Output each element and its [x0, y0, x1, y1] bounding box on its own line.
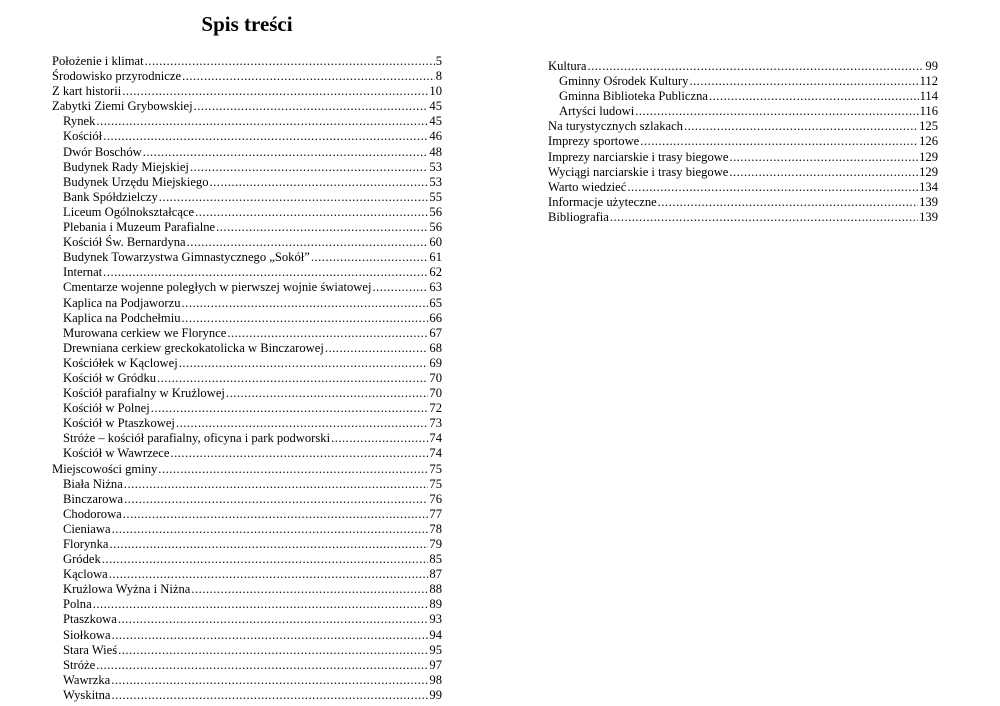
toc-entry	[52, 446, 442, 461]
toc-entry-title: Informacje użyteczne	[548, 194, 657, 209]
toc-dot-leader	[372, 280, 428, 295]
toc-entry-title: Kościół w Ptaszkowej	[63, 416, 175, 431]
toc-entry-page: 97	[429, 657, 442, 672]
toc-dot-leader	[226, 386, 428, 401]
toc-entry-title: Z kart historii	[52, 84, 122, 99]
toc-dot-leader	[191, 582, 428, 597]
toc-entry-title: Kościół w Gródku	[63, 370, 157, 385]
toc-entry-page: 125	[919, 119, 938, 134]
toc-dot-leader	[587, 59, 924, 74]
toc-entry-title: Kościół	[63, 129, 103, 144]
toc-entry	[548, 59, 938, 74]
toc-entry	[52, 477, 442, 492]
toc-dot-leader	[123, 507, 429, 522]
toc-dot-leader	[157, 371, 428, 386]
toc-entry	[52, 507, 442, 522]
toc-entry	[52, 522, 442, 537]
toc-dot-leader	[143, 145, 429, 160]
toc-entry-title: Budynek Rady Miejskiej	[63, 159, 189, 174]
toc-entry-title: Florynka	[63, 537, 109, 551]
toc-list-left	[52, 54, 442, 703]
toc-entry-page: 139	[919, 194, 938, 209]
toc-entry-page: 116	[919, 104, 938, 119]
toc-dot-leader	[729, 165, 918, 180]
toc-entry-page: 139	[919, 209, 938, 224]
toc-entry	[548, 165, 938, 180]
toc-dot-leader	[311, 250, 429, 265]
toc-entry-title: Stróże	[63, 657, 96, 672]
toc-entry	[52, 69, 442, 84]
toc-entry	[52, 341, 442, 356]
toc-dot-leader	[210, 175, 429, 190]
toc-entry-page: 53	[429, 159, 442, 174]
toc-entry-page: 77	[429, 506, 442, 521]
right-page	[500, 0, 1000, 706]
toc-dot-leader	[689, 74, 918, 89]
toc-entry	[52, 431, 442, 446]
toc-dot-leader	[729, 150, 918, 165]
toc-entry-page: 68	[429, 340, 442, 355]
toc-entry-page: 65	[429, 295, 442, 310]
toc-dot-leader	[216, 220, 428, 235]
toc-entry-title: Artyści ludowi	[559, 104, 635, 119]
toc-entry	[52, 235, 442, 250]
toc-entry-page: 112	[919, 74, 938, 89]
toc-entry	[52, 673, 442, 688]
toc-entry-title: Liceum Ogólnokształcące	[63, 204, 195, 219]
toc-entry-page: 93	[429, 612, 442, 627]
toc-entry-title: Wawrzka	[63, 672, 111, 687]
toc-entry-title: Kościółek w Kąclowej	[63, 355, 178, 370]
toc-dot-leader	[227, 326, 428, 341]
toc-entry-page: 45	[429, 99, 442, 114]
toc-entry-page: 76	[429, 491, 442, 506]
toc-entry-title: Drewniana cerkiew greckokatolicka w Binczarowej	[63, 340, 324, 355]
toc-dot-leader	[627, 180, 918, 195]
toc-entry	[52, 84, 442, 99]
toc-entry-title: Środowisko przyrodnicze	[52, 69, 182, 84]
toc-entry	[548, 104, 938, 119]
toc-entry-title: Binczarowa	[63, 491, 124, 506]
toc-entry-page: 10	[429, 84, 442, 99]
toc-entry	[52, 326, 442, 341]
toc-entry-title: Ptaszkowa	[63, 612, 117, 627]
toc-entry	[548, 119, 938, 134]
toc-entry-title: Kaplica na Podchełmiu	[63, 310, 181, 325]
toc-dot-leader	[145, 54, 435, 69]
toc-entry-title: Kościół parafialny w Krużlowej	[63, 386, 225, 401]
toc-entry-page: 79	[429, 537, 442, 551]
toc-entry-page: 94	[429, 627, 442, 642]
toc-dot-leader	[111, 673, 428, 688]
toc-entry-page: 61	[429, 250, 442, 265]
toc-entry	[52, 250, 442, 265]
toc-dot-leader	[118, 643, 428, 658]
toc-entry-title: Kąclowa	[63, 567, 108, 582]
toc-entry-page: 45	[429, 114, 442, 129]
toc-dot-leader	[325, 341, 429, 356]
toc-entry-title: Siołkowa	[63, 627, 111, 642]
toc-entry	[52, 643, 442, 658]
toc-entry	[52, 386, 442, 401]
toc-entry	[52, 311, 442, 326]
toc-entry	[52, 205, 442, 220]
toc-entry-page: 134	[919, 179, 938, 194]
toc-entry-title: Murowana cerkiew we Florynce	[63, 325, 227, 340]
toc-entry-page: 69	[429, 355, 442, 370]
toc-entry-title: Krużlowa Wyżna i Niżna	[63, 582, 191, 597]
toc-dot-leader	[195, 205, 428, 220]
toc-entry	[52, 160, 442, 175]
toc-entry	[52, 265, 442, 280]
toc-dot-leader	[194, 99, 429, 114]
toc-dot-leader	[190, 160, 428, 175]
toc-entry-page: 75	[429, 476, 442, 491]
toc-entry-page: 67	[429, 325, 442, 340]
toc-entry-title: Kościół w Polnej	[63, 401, 150, 416]
toc-entry-page: 56	[429, 220, 442, 235]
toc-dot-leader	[124, 477, 429, 492]
toc-entry-title: Kultura	[548, 59, 587, 73]
toc-entry	[52, 114, 442, 129]
toc-entry	[52, 492, 442, 507]
toc-entry-title: Kościół w Wawrzece	[63, 446, 170, 461]
toc-dot-leader	[182, 311, 429, 326]
toc-entry	[52, 356, 442, 371]
toc-entry-page: 48	[429, 144, 442, 159]
toc-entry-title: Biała Niżna	[63, 476, 123, 491]
toc-entry	[548, 150, 938, 165]
toc-entry-page: 75	[429, 461, 442, 476]
toc-dot-leader	[96, 658, 428, 673]
toc-entry-title: Gminny Ośrodek Kultury	[559, 74, 689, 89]
toc-entry-page: 46	[429, 129, 442, 144]
toc-entry-title: Rynek	[63, 114, 96, 129]
toc-entry	[548, 74, 938, 89]
toc-dot-leader	[124, 492, 428, 507]
toc-entry-page: 95	[429, 642, 442, 657]
toc-entry	[52, 582, 442, 597]
toc-dot-leader	[182, 296, 429, 311]
toc-dot-leader	[112, 628, 429, 643]
toc-entry-page: 99	[925, 59, 938, 73]
toc-entry	[548, 89, 938, 104]
toc-dot-leader	[610, 210, 918, 225]
toc-entry	[52, 99, 442, 114]
toc-entry-title: Bank Spółdzielczy	[63, 189, 158, 204]
toc-entry-page: 74	[429, 446, 442, 461]
toc-entry-title: Gminna Biblioteka Publiczna	[559, 89, 708, 104]
toc-dot-leader	[103, 129, 428, 144]
toc-entry	[52, 190, 442, 205]
toc-entry-page: 63	[429, 280, 442, 295]
toc-entry-title: Zabytki Ziemi Grybowskiej	[52, 99, 193, 114]
toc-entry	[548, 180, 938, 195]
toc-entry	[52, 597, 442, 612]
toc-entry	[52, 371, 442, 386]
toc-entry-title: Wyskitna	[63, 687, 111, 702]
toc-entry	[52, 175, 442, 190]
toc-entry-title: Wyciągi narciarskie i trasy biegowe	[548, 164, 729, 179]
toc-entry-title: Stara Wieś	[63, 642, 118, 657]
toc-dot-leader	[151, 401, 429, 416]
toc-entry-title: Imprezy narciarskie i trasy biegowe	[548, 149, 729, 164]
toc-dot-leader	[179, 356, 429, 371]
toc-dot-leader	[635, 104, 918, 119]
toc-dot-leader	[709, 89, 919, 104]
toc-dot-leader	[684, 119, 918, 134]
toc-entry	[52, 416, 442, 431]
toc-entry-page: 53	[429, 174, 442, 189]
toc-entry-title: Stróże – kościół parafialny, oficyna i park podworski	[63, 431, 331, 446]
toc-entry-title: Na turystycznych szlakach	[548, 119, 683, 134]
toc-entry	[52, 688, 442, 703]
toc-dot-leader	[331, 431, 428, 446]
toc-dot-leader	[93, 597, 429, 612]
toc-entry-page: 98	[429, 672, 442, 687]
toc-entry-title: Kościół Św. Bernardyna	[63, 235, 186, 250]
toc-entry-page: 55	[429, 189, 442, 204]
toc-entry-title: Położenie i klimat	[52, 54, 144, 68]
toc-entry-title: Warto wiedzieć	[548, 179, 627, 194]
toc-entry-title: Cieniawa	[63, 521, 111, 536]
toc-entry	[52, 220, 442, 235]
toc-entry	[52, 612, 442, 627]
toc-entry	[52, 145, 442, 160]
toc-dot-leader	[658, 195, 918, 210]
toc-entry	[52, 280, 442, 295]
toc-entry	[548, 195, 938, 210]
toc-list-right	[548, 59, 938, 225]
toc-entry	[52, 537, 442, 552]
toc-entry-title: Chodorowa	[63, 506, 122, 521]
toc-entry-title: Plebania i Muzeum Parafialne	[63, 220, 216, 235]
toc-entry-page: 70	[429, 386, 442, 401]
toc-entry-page: 72	[429, 401, 442, 416]
toc-entry	[52, 462, 442, 477]
toc-entry-page: 85	[429, 552, 442, 567]
toc-entry	[52, 567, 442, 582]
toc-entry	[52, 628, 442, 643]
toc-dot-leader	[187, 235, 429, 250]
toc-entry-title: Budynek Urzędu Miejskiego	[63, 174, 209, 189]
toc-entry-title: Miejscowości gminy	[52, 461, 158, 476]
toc-entry-page: 5	[435, 54, 442, 68]
toc-entry	[52, 54, 442, 69]
toc-entry-page: 87	[429, 567, 442, 582]
toc-entry-page: 66	[429, 310, 442, 325]
toc-entry-title: Imprezy sportowe	[548, 134, 640, 149]
toc-dot-leader	[158, 462, 428, 477]
toc-dot-leader	[112, 522, 429, 537]
toc-dot-leader	[118, 612, 429, 627]
toc-entry-title: Dwór Boschów	[63, 144, 142, 159]
toc-dot-leader	[102, 552, 429, 567]
toc-entry-page: 60	[429, 235, 442, 250]
toc-entry-title: Budynek Towarzystwa Gimnastycznego „Sokół”	[63, 250, 310, 265]
toc-entry-title: Polna	[63, 597, 92, 612]
toc-entry-title: Bibliografia	[548, 209, 609, 224]
toc-entry	[52, 129, 442, 144]
toc-entry-title: Kaplica na Podjaworzu	[63, 295, 181, 310]
toc-entry-page: 126	[919, 134, 938, 149]
toc-entry-title: Cmentarze wojenne poległych w pierwszej wojnie światowej	[63, 280, 372, 295]
toc-dot-leader	[96, 114, 428, 129]
toc-entry	[52, 296, 442, 311]
toc-entry	[548, 134, 938, 149]
toc-entry-page: 70	[429, 370, 442, 385]
toc-entry-page: 8	[435, 69, 442, 84]
toc-dot-leader	[182, 69, 435, 84]
toc-entry	[52, 658, 442, 673]
toc-dot-leader	[122, 84, 428, 99]
toc-entry-page: 99	[429, 687, 442, 702]
toc-entry-page: 88	[429, 582, 442, 597]
toc-entry-page: 129	[919, 149, 938, 164]
toc-dot-leader	[109, 537, 428, 552]
toc-dot-leader	[112, 688, 429, 703]
toc-entry-title: Gródek	[63, 552, 101, 567]
toc-dot-leader	[109, 567, 429, 582]
toc-dot-leader	[176, 416, 428, 431]
toc-dot-leader	[170, 446, 428, 461]
toc-entry-page: 78	[429, 521, 442, 536]
toc-entry-page: 74	[429, 431, 442, 446]
toc-entry-page: 62	[429, 265, 442, 280]
toc-dot-leader	[103, 265, 428, 280]
toc-entry	[548, 210, 938, 225]
toc-entry-page: 114	[919, 89, 938, 104]
toc-entry	[52, 401, 442, 416]
toc-dot-leader	[159, 190, 429, 205]
toc-entry-page: 56	[429, 204, 442, 219]
toc-entry-title: Internat	[63, 265, 103, 280]
toc-entry-page: 129	[919, 164, 938, 179]
page-title: Spis treści	[201, 12, 293, 36]
toc-entry	[52, 552, 442, 567]
toc-entry-page: 89	[429, 597, 442, 612]
toc-dot-leader	[640, 134, 918, 149]
toc-entry-page: 73	[429, 416, 442, 431]
